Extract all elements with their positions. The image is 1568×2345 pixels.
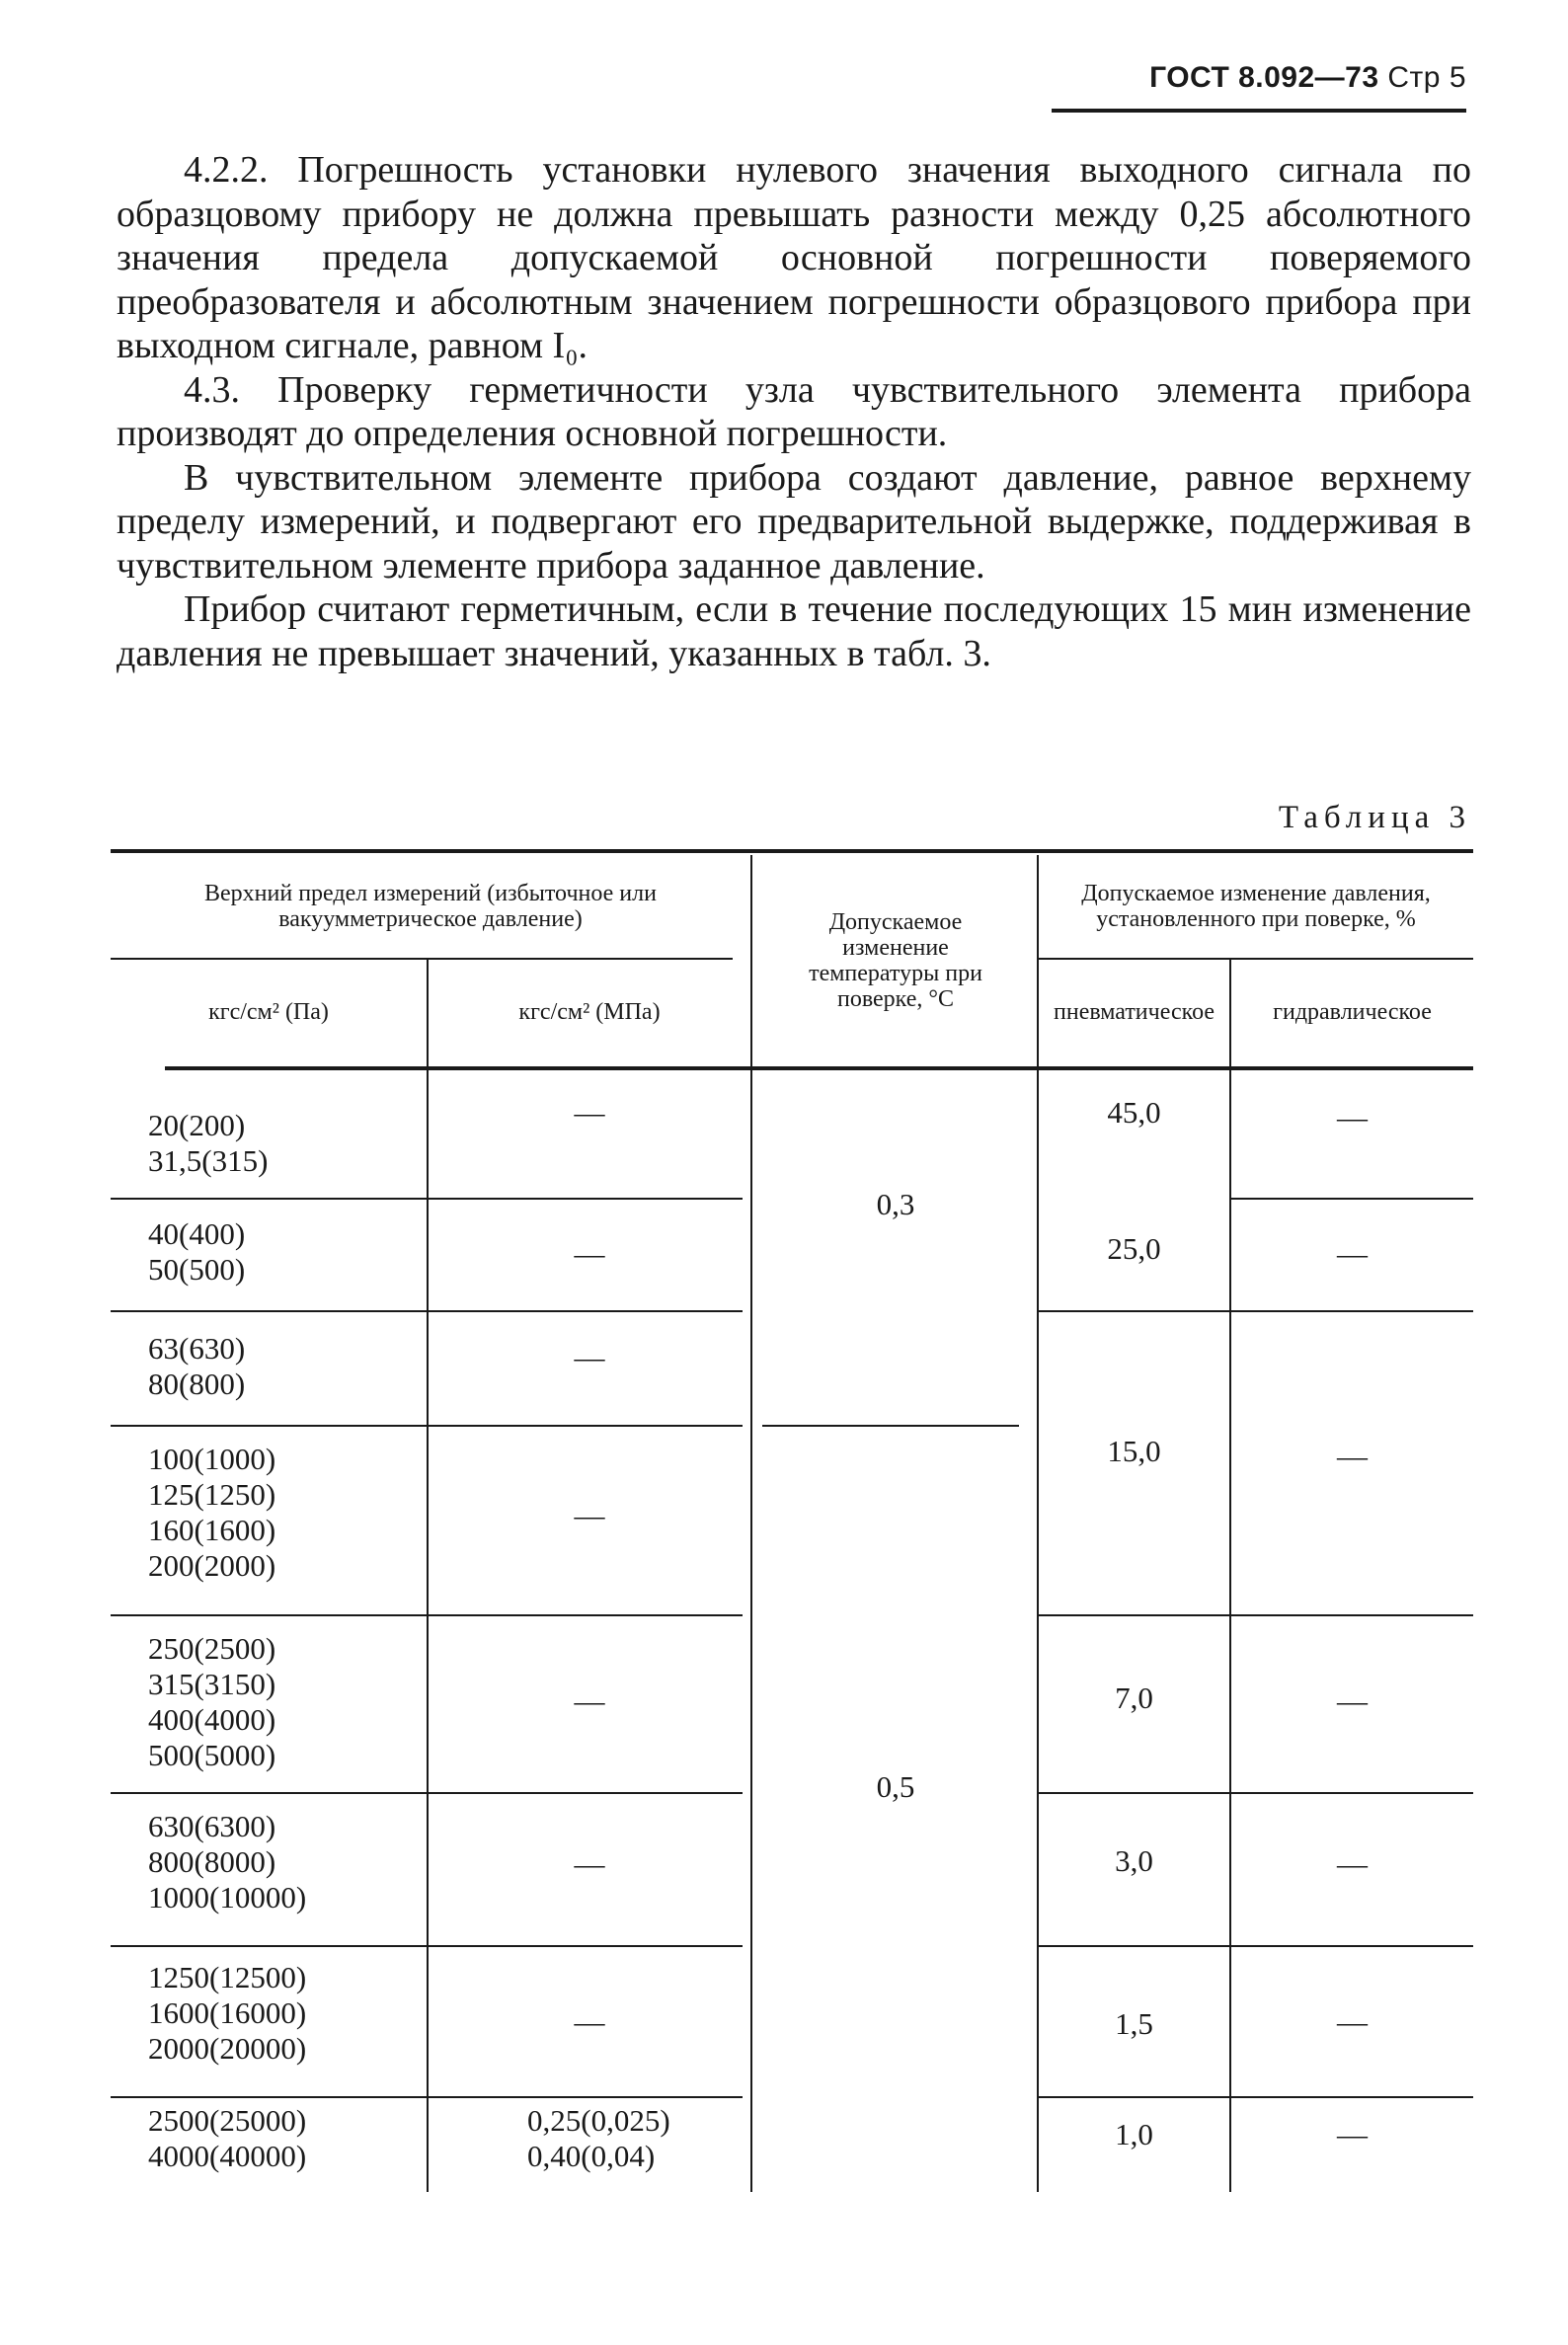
row-2-hydraulic: —: [1337, 1236, 1368, 1271]
paragraph-hermetic: Прибор считают герметичным, если в течение последующих 15 мин изменение давления не превышает значений, указанных в табл. 3.: [117, 588, 1471, 674]
row-1-hydraulic: —: [1337, 1100, 1368, 1134]
col-rule-2: [750, 855, 752, 2192]
row-8-hydraulic: —: [1337, 2117, 1368, 2151]
row-5-hydraulic: —: [1337, 1683, 1368, 1718]
header-text: [1149, 61, 1466, 95]
temperature-group-1: 0,3: [876, 1187, 915, 1221]
row-3-mpa: —: [574, 1340, 605, 1374]
row-5-pa: 250(2500) 315(3150) 400(4000) 500(5000): [148, 1631, 276, 1772]
row-rule-7-right: [1039, 2096, 1473, 2098]
row-8-pneumatic: 1,0: [1115, 2117, 1153, 2151]
row-7-pa: 1250(12500) 1600(16000) 2000(20000): [148, 1960, 307, 2066]
standard-number: ГОСТ 8.092—73: [1149, 61, 1379, 94]
header-kgs-pa: кгс/см² (Па): [208, 999, 329, 1025]
header-pneumatic: пневматическое: [1054, 999, 1215, 1025]
row-rule-2-right: [1039, 1310, 1473, 1312]
header-kgs-mpa: кгс/см² (МПа): [518, 999, 661, 1025]
row-rule-5-right: [1039, 1792, 1473, 1794]
page-header: [1052, 61, 1466, 120]
row-2-pa: 40(400) 50(500): [148, 1216, 246, 1287]
row-6-hydraulic: —: [1337, 1846, 1368, 1881]
row-4-hydraulic: —: [1337, 1439, 1368, 1473]
row-rule-4-right: [1039, 1614, 1473, 1616]
row-7-pneumatic: 1,5: [1115, 2006, 1153, 2041]
row-8-pa: 2500(25000) 4000(40000): [148, 2103, 307, 2173]
body-text: [117, 148, 1471, 675]
row-5-mpa: —: [574, 1683, 605, 1718]
header-pressure-change: Допускаемое изменение давления, установленного при поверке, %: [1081, 881, 1431, 932]
row-4-mpa: —: [574, 1498, 605, 1532]
table-top-rule: [111, 849, 1473, 853]
row-1-mpa: —: [574, 1095, 605, 1130]
page-number: Стр 5: [1387, 61, 1466, 94]
table-caption: Таблица 3: [1278, 800, 1471, 835]
header-upper-limit: Верхний предел измерений (избыточное или вакуумметрическое давление): [204, 881, 657, 932]
row-7-hydraulic: —: [1337, 2004, 1368, 2039]
temperature-group-2: 0,5: [876, 1769, 915, 1804]
row-6-pneumatic: 3,0: [1115, 1843, 1153, 1878]
row-7-mpa: —: [574, 2004, 605, 2039]
header-hydraulic: гидравлическое: [1273, 999, 1432, 1025]
header-rule: [1052, 109, 1466, 113]
row-5-pneumatic: 7,0: [1115, 1681, 1153, 1715]
paragraph-4-2-2: 4.2.2. Погрешность установки нулевого значения выходного сигнала по образцовому прибору не должна превышать разности между 0,25 абсолютного значения предела допускаемой основной погрешности поверяемого преобразователя и абсолютным значением погрешности образцового прибора при выходном сигнале, равном I₀.: [117, 149, 1471, 366]
row-3-pa: 63(630) 80(800): [148, 1331, 246, 1401]
row-1-pa: 20(200) 31,5(315): [148, 1108, 269, 1178]
table-3: [111, 849, 1473, 2192]
row-rule-6-right: [1039, 1945, 1473, 1947]
row-2-mpa: —: [574, 1236, 605, 1271]
row-1-pneumatic: 45,0: [1107, 1095, 1161, 1130]
paragraph-4-3: 4.3. Проверку герметичности узла чувствительного элемента прибора производят до определения основной погрешности.: [117, 368, 1471, 454]
row-2-pneumatic: 25,0: [1107, 1231, 1161, 1266]
row-6-pa: 630(6300) 800(8000) 1000(10000): [148, 1809, 307, 1915]
paragraph-sensitive-element: В чувствительном элементе прибора создают давление, равное верхнему пределу измерений, и подвергают его предварительной выдержке, поддерживая в чувствительном элементе прибора заданное давление.: [117, 456, 1471, 586]
temperature-group-rule: [762, 1425, 1019, 1427]
header-temperature: Допускаемое изменение температуры при поверке, °С: [809, 909, 982, 1012]
row-6-mpa: —: [574, 1846, 605, 1881]
row-4-pneumatic: 15,0: [1107, 1434, 1161, 1468]
row-4-pa: 100(1000) 125(1250) 160(1600) 200(2000): [148, 1442, 276, 1583]
row-8-mpa: 0,25(0,025) 0,40(0,04): [527, 2103, 670, 2173]
